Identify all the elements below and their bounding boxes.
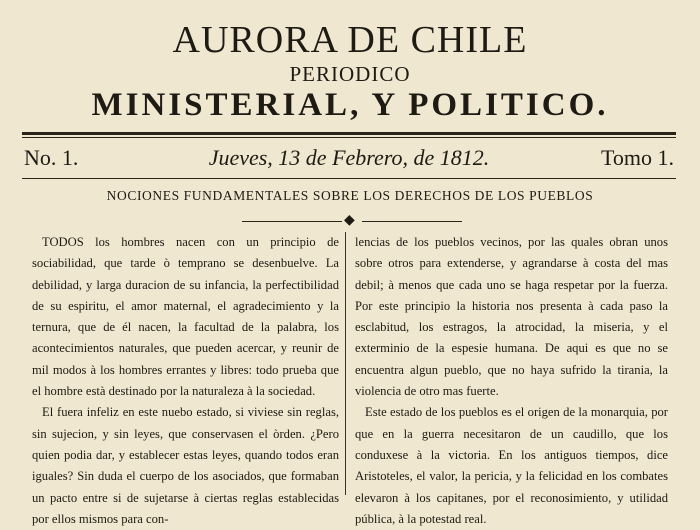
ornament-line-right: [362, 221, 462, 222]
ornament-divider: [222, 214, 482, 228]
masthead-title: AURORA DE CHILE: [172, 19, 528, 61]
ornament-line-left: [242, 221, 342, 222]
issue-date: Jueves, 13 de Febrero, de 1812.: [208, 145, 490, 170]
column-divider: [345, 232, 346, 495]
paragraph: El fuera infeliz en este nuebo estado, si viviese sin reglas, sin sujecion, y sin leyes, que conservasen el òrden. ¿Pero quien podia dar, y establecer estas leyes, quando todos eran iguales? Sin duda el cuerpo de los asociados, que formaban un pacto entre si de sujetarse à ciertas reglas establecidas por ellos mismos para con-: [32, 405, 339, 526]
paragraph: Este estado de los pueblos es el origen de la monarquia, por que en la guerra necesitaron de un caudillo, que los conduxese à la victoria. En los antiguos tiempos, dice Aristoteles, el valor, la pericia, y la felicidad en los combates elevaron à los capitanes, por el reconosimiento, y utilidad pública, à la potestad real.: [355, 405, 668, 526]
issue-number: No. 1.: [24, 145, 79, 170]
article-heading: NOCIONES FUNDAMENTALES SOBRE LOS DERECHOS DE LOS PUEBLOS: [106, 188, 594, 203]
dateline-rule: [22, 178, 676, 179]
paragraph: lencias de los pueblos vecinos, por las quales obran unos sobre otros para extenderse, y agrandarse à costa del mas debil; à menos que cada uno se haga respetar por la fuerza. Por este principio la historia nos presenta à cada paso la esclabitud, los estragos, la atrocidad, la miseria, y el exterminio de la espesie humana. De aqui es que no se encuentra algun pueblo, que no haya sufrido la tirania, la violencia de otro mas fuerte.: [355, 235, 668, 399]
volume-label: Tomo 1.: [600, 145, 674, 170]
diamond-ornament-icon: ◆: [344, 213, 355, 228]
paragraph: TODOS los hombres nacen con un principio de sociabilidad, que tarde ò temprano se desenbuelve. La debilidad, y larga duracion de su infancia, la perfectibilidad de su espiritu, el amor maternal, el agradecimiento y la ternura, que de él nacen, la facultad de la palabra, los acontecimientos naturales, que pueden acercar, y reunir de mil modos à los hombres errantes y libres: todo prueba que el hombre està destinado por la naturaleza à la sociedad.: [32, 235, 339, 399]
dateline: [22, 143, 676, 173]
article-column-left: [32, 232, 339, 526]
masthead-rule: [22, 132, 676, 138]
article-column-right: [355, 232, 668, 526]
masthead-subtitle: PERIODICO: [289, 62, 411, 86]
masthead-subtitle-2: MINISTERIAL, Y POLITICO.: [91, 87, 609, 123]
